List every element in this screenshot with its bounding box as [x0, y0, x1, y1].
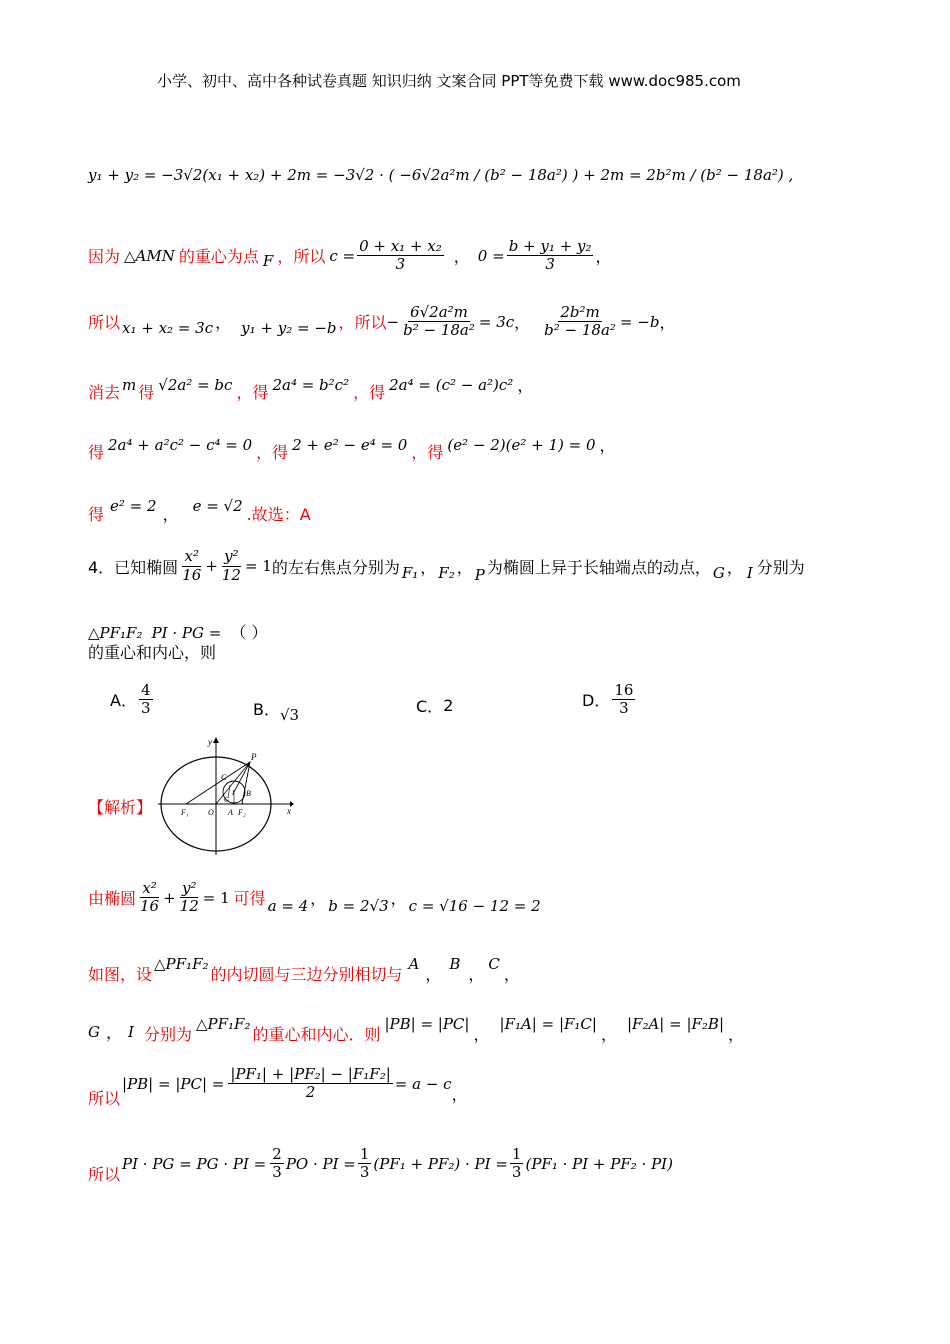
analysis-line-2: 如图，设 △PF₁F₂ 的内切圆与三边分别相切与 A ， B ， C ， [88, 954, 520, 984]
eq-c-num: 0 + x₁ + x₂ [359, 237, 442, 255]
elim-eq1: √2a² = bc [158, 375, 233, 394]
q4-paren: （ ） [230, 623, 268, 642]
analysis-tag: 【解析】 [88, 798, 153, 817]
q4-tri: △PF₁F₂ [88, 624, 143, 642]
label-f2: F₂ [238, 808, 246, 817]
option-c-value: 2 [443, 696, 454, 715]
question-4-stem: 4．已知椭圆 $\frac{\text{x²}}{16}$ + $\frac{\text{y²}}{12}$ = 1 的左右焦点分别为 F₁ ， F₂ ， P 为椭圆上异于长轴端点的动点， G ， I 分别为 [88, 547, 805, 584]
q4-f2: F₂ [438, 564, 455, 582]
centroid-line: 因为 △AMN 的重心为点 F ，所以 c = $\frac{\text{0 + x₁ + x₂}}{3}$ ， 0 = $\frac{\text{b + y₁ + y₂}}{3}$ ， [88, 237, 612, 274]
a5-f2-num: 1 [359, 1144, 370, 1163]
analysis-line-5 [88, 1142, 673, 1185]
a5-a: PI · PG = PG · PI = [122, 1154, 267, 1173]
option-d-frac [612, 682, 635, 718]
analysis-line-1: 由椭圆 $\frac{\text{x²}}{16}$ + $\frac{\text{y²}}{12}$ = 1 可得 a = 4 ， b = 2√3 ， c = √16 − 12 = 2 [88, 879, 541, 916]
a5-f1-num: 2 [272, 1144, 282, 1163]
a2-b: B [449, 954, 461, 973]
option-b[interactable] [253, 692, 299, 724]
equation-sum-y-text: y₁ + y₂ = −3√2(x₁ + x₂) + 2m = −3√2 · ( −6√2a²m / (b² − 18a²) ) + 2m = 2b²m / (b² − 18a²) , [88, 166, 794, 184]
triangle-amn: △AMN [124, 246, 175, 265]
final-tail: .故选：A [246, 505, 311, 524]
q4-p: P [474, 566, 485, 584]
option-b-value: √3 [279, 706, 300, 724]
a5-f2 [358, 1146, 372, 1182]
label-c: C [221, 773, 227, 782]
final-eq1: e² = 2 [110, 496, 157, 515]
a1-frac-x [138, 880, 161, 916]
elim-eq2: 2a⁴ = b²c² [272, 375, 350, 394]
get-sep1: ，得 [256, 443, 289, 462]
a3-eq2: |F₁A| = |F₁C| [499, 1014, 597, 1033]
elim-lead: 消去 [88, 383, 121, 402]
segment-po [216, 762, 250, 804]
q4-frac-y [220, 548, 243, 584]
option-c-label: C． [416, 697, 444, 716]
eq-zero-den: 3 [545, 255, 555, 274]
a3-i: I [128, 1022, 134, 1041]
option-c[interactable] [416, 694, 453, 717]
equation-sum-y [88, 166, 793, 184]
so-frac2-rhs: = −b [619, 312, 660, 331]
analysis-line-4: 所以 |PB| = |PC| = $\frac{\text{|PF₁| + |PF₂| − |F₁F₂|}}{2}$ = a − c ， [88, 1064, 468, 1108]
q4-stem1: 的左右焦点分别为 [271, 557, 400, 577]
a3-tri: △PF₁F₂ [195, 1014, 251, 1033]
a5-f3-den: 3 [511, 1163, 522, 1181]
final-de: 得 [88, 505, 105, 524]
a5-f1-den: 3 [272, 1163, 282, 1181]
option-d-num: 16 [614, 681, 634, 699]
get-eq3: (e² − 2)(e² + 1) = 0 [447, 435, 596, 454]
y-axis-arrow [213, 737, 219, 743]
a1-x-num: x² [142, 879, 157, 897]
a1-x-den: 16 [140, 897, 160, 916]
a5-f1 [270, 1146, 284, 1182]
elim-eq3: 2a⁴ = (c² − a²)c² [389, 375, 514, 394]
a5-d: (PF₁ · PI + PF₂ · PI) [525, 1154, 673, 1173]
so-frac1-rhs: = 3c [478, 312, 515, 331]
label-o: O [208, 808, 214, 817]
a1-frac-y [178, 880, 201, 916]
option-b-label: B． [253, 699, 280, 719]
a2-tri: △PF₁F₂ [154, 954, 209, 973]
so-lead: 所以 [88, 313, 121, 333]
elim-de: 得 [138, 383, 155, 402]
option-a-frac [139, 682, 153, 718]
a4-den: 2 [305, 1083, 316, 1101]
a3-g: G [88, 1022, 100, 1041]
so-mid: ，所以 [338, 313, 387, 333]
a5-f3-num: 1 [511, 1144, 522, 1163]
so-frac2 [542, 304, 618, 340]
a4-rhs: = a − c [394, 1074, 452, 1093]
so-frac2-den: b² − 18a² [544, 321, 616, 340]
option-a-den: 3 [140, 699, 151, 718]
q4-x-den: 16 [182, 565, 202, 584]
get-line: 得 2a⁴ + a²c² − c⁴ = 0 ，得 2 + e² − e⁴ = 0 ，得 (e² − 2)(e² + 1) = 0 ， [88, 435, 616, 462]
a2-a: A [408, 954, 420, 973]
centroid-lead: 因为 [88, 247, 121, 267]
get-eq1: 2a⁴ + a²c² − c⁴ = 0 [108, 435, 253, 454]
eq-c-den: 3 [395, 255, 406, 274]
option-d-label: D． [582, 691, 611, 711]
eliminate-line: 消去 m 得 √2a² = bc ，得 2a⁴ = b²c² ，得 2a⁴ = (c² − a²)c² ， [88, 375, 534, 402]
elim-sep1: ，得 [236, 383, 269, 402]
page-header: 小学、初中、高中各种试卷真题 知识归纳 文案合同 PPT等免费下载 www.doc985.com [157, 72, 741, 90]
label-y: y [208, 737, 212, 747]
q4-y-den: 12 [221, 565, 241, 584]
q4-stem3: 分别为 [756, 557, 805, 577]
point-f: F [262, 251, 274, 270]
q4-expr: PI · PG = [151, 624, 222, 642]
a5-f3 [510, 1146, 524, 1182]
a1-rhs: = 1 [202, 888, 230, 907]
q4-i: I [746, 564, 753, 582]
q4-frac-x [180, 548, 203, 584]
a3-mid2: 的重心和内心．则 [252, 1025, 381, 1044]
a2-mid: 的内切圆与三边分别相切与 [210, 965, 403, 984]
label-a: A [228, 808, 233, 817]
ellipse-figure [158, 735, 294, 857]
final-line: 得 e² = 2 ， e = √2 .故选：A [88, 496, 311, 524]
eq-c-frac [357, 238, 444, 274]
eq-zero-lhs: 0 = [477, 246, 505, 265]
option-d-den: 3 [619, 699, 629, 718]
elim-m: m [122, 375, 137, 394]
a5-b: PO · PI = [285, 1154, 356, 1173]
a1-y-num: y² [181, 879, 197, 897]
q4-stem2: 为椭圆上异于长轴端点的动点， [486, 557, 711, 577]
eq-c-lhs: c = [329, 246, 356, 265]
a5-lead: 所以 [88, 1165, 121, 1184]
option-a[interactable] [110, 682, 155, 718]
q4-stem4: 的重心和内心，则 [88, 643, 217, 662]
a1-y-den: 12 [179, 897, 199, 916]
so-line: 所以 x₁ + x₂ = 3c ， y₁ + y₂ = −b ，所以 − $\frac{\text{6√2a²m}}{\text{b² − 18a²}}$ = 3c ， $\frac{\text{2b²m}}{\text{b² − 18a²}}$ = −b ， [88, 303, 676, 340]
label-g: G [224, 796, 230, 804]
so-eq2: y₁ + y₂ = −b [241, 318, 337, 337]
a2-lead: 如图，设 [88, 965, 153, 984]
get-eq2: 2 + e² − e⁴ = 0 [292, 435, 408, 454]
a4-lead: 所以 [88, 1089, 121, 1108]
q4-g: G [712, 564, 725, 582]
a5-c: (PF₁ + PF₂) · PI = [373, 1154, 508, 1173]
eq-zero-num: b + y₁ + y₂ [508, 237, 592, 255]
label-b: B [246, 789, 251, 798]
a1-a: a = 4 [267, 896, 309, 915]
centroid-so: ，所以 [277, 247, 326, 267]
label-f1: F₁ [181, 808, 189, 817]
a4-lhs: |PB| = |PC| = [122, 1074, 225, 1093]
eq-zero-frac [507, 238, 594, 274]
q4-f1: F₁ [401, 564, 419, 582]
a1-b: b = 2√3 [328, 896, 389, 915]
option-a-num: 4 [140, 681, 151, 699]
q4-y-num: y² [224, 547, 239, 566]
label-p: P [251, 752, 257, 762]
so-frac1 [401, 304, 477, 340]
final-eq2: e = √2 [192, 496, 243, 515]
so-frac1-den: b² − 18a² [403, 321, 475, 340]
a1-mid: 可得 [233, 889, 266, 909]
a2-c: C [488, 954, 500, 973]
so-frac2-num: 2b²m [560, 303, 600, 321]
get-de: 得 [88, 443, 105, 462]
a1-lead: 由椭圆 [88, 889, 137, 909]
a3-mid: 分别为 [143, 1025, 192, 1044]
q4-rhs: = 1 [244, 557, 272, 575]
label-i: I [232, 789, 235, 797]
a4-frac [228, 1066, 392, 1102]
q4-number: 4．已知椭圆 [88, 557, 179, 577]
analysis-line-3: G ， I 分别为 △PF₁F₂ 的重心和内心．则 |PB| = |PC| ， |F₁A| = |F₁C| ， |F₂A| = |F₂B| ， [88, 1014, 745, 1044]
a5-f2-den: 3 [359, 1163, 370, 1181]
label-x: x [287, 806, 291, 816]
so-eq1: x₁ + x₂ = 3c [122, 318, 214, 337]
so-frac1-num: 6√2a²m [410, 303, 468, 321]
get-sep2: ，得 [411, 443, 444, 462]
a4-num: |PF₁| + |PF₂| − |F₁F₂| [230, 1064, 391, 1083]
a3-eq1: |PB| = |PC| [384, 1014, 470, 1033]
elim-sep2: ，得 [353, 383, 386, 402]
option-d[interactable] [582, 682, 637, 718]
option-a-label: A． [110, 691, 137, 711]
centroid-mid: 的重心为点 [178, 247, 259, 267]
a3-eq3: |F₂A| = |F₂B| [626, 1014, 725, 1033]
a1-c: c = √16 − 12 = 2 [408, 896, 541, 915]
q4-x-num: x² [184, 547, 199, 566]
